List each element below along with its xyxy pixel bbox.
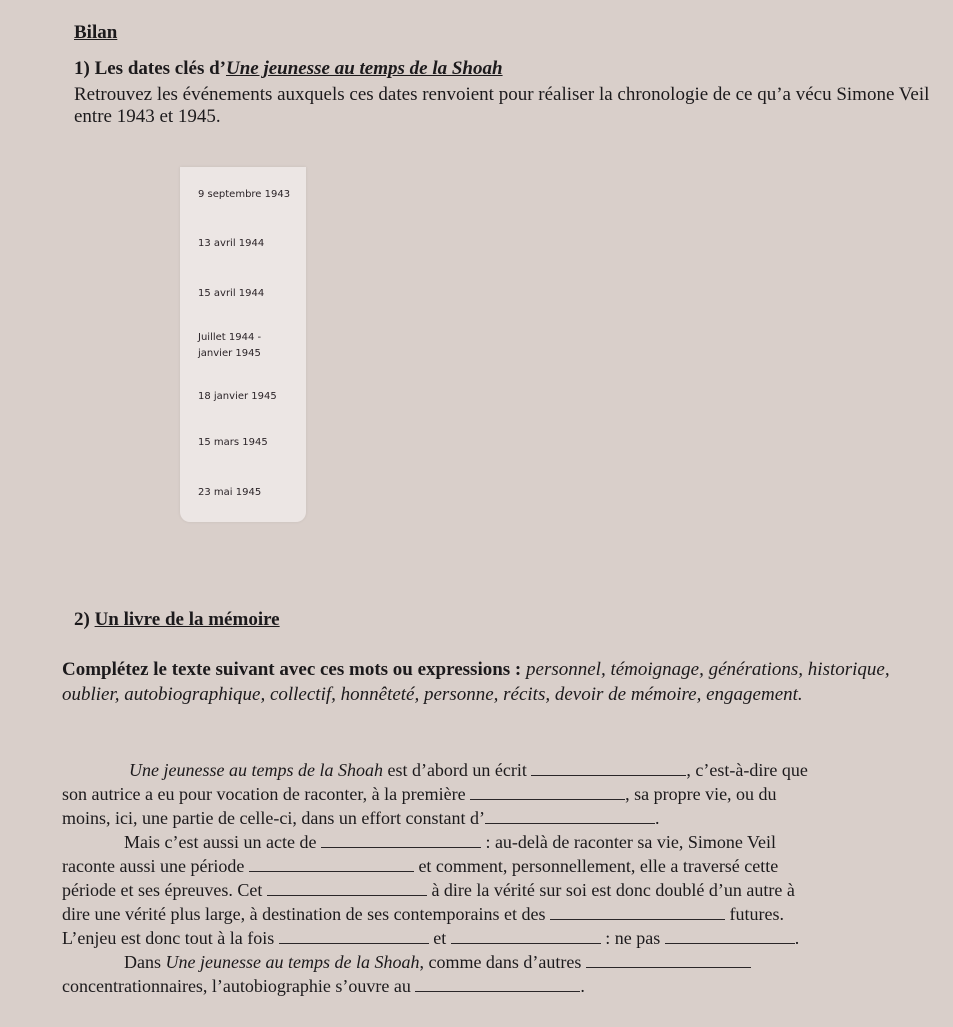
- book-title: Une jeunesse au temps de la Shoah: [225, 58, 503, 79]
- word-bank: personnel, témoignage, générations, historique, oublier, autobiographique, collectif, honnêteté, personne, récits, devoir de mémoire, engagement.: [62, 659, 890, 705]
- text: L’enjeu est donc tout à la fois: [62, 928, 279, 948]
- blank-field[interactable]: [550, 918, 725, 920]
- paragraph-line-8: [62, 928, 799, 949]
- timeline-date: Juillet 1944 - janvier 1945: [198, 332, 262, 359]
- question-2-number: 2): [74, 609, 95, 630]
- timeline-date: 15 avril 1944: [198, 288, 265, 299]
- blank-field[interactable]: [470, 798, 625, 800]
- paragraph-line-4: [124, 832, 776, 853]
- text: est d’abord un écrit: [382, 760, 532, 780]
- text: moins, ici, une partie de celle-ci, dans un effort constant d’: [62, 808, 486, 828]
- paragraph-line-5: [62, 856, 778, 877]
- text: et: [428, 928, 451, 948]
- text: .: [580, 976, 585, 996]
- timeline-date: 23 mai 1945: [198, 487, 262, 498]
- question-1-title: [74, 58, 503, 80]
- timeline-date: 13 avril 1944: [198, 238, 265, 249]
- blank-field[interactable]: [279, 942, 429, 944]
- question-1-instruction: Retrouvez les événements auxquels ces dates renvoient pour réaliser la chronologie de ce qu’a vécu Simone Veil entre 1943 et 1945.: [74, 84, 930, 127]
- text: à dire la vérité sur soi est donc doublé d’un autre à: [426, 880, 795, 900]
- text: futures.: [725, 904, 785, 924]
- text: et comment, personnellement, elle a traversé cette: [413, 856, 779, 876]
- blank-field[interactable]: [415, 990, 580, 992]
- question-1-number: 1) Les dates clés d’: [74, 58, 226, 79]
- question-2-title: [74, 609, 280, 631]
- instruction-lead: Complétez le texte suivant avec ces mots ou expressions :: [62, 659, 527, 680]
- question-2-instruction: [62, 657, 892, 707]
- paragraph-line-7: [62, 904, 784, 925]
- blank-field[interactable]: [531, 774, 686, 776]
- blank-field[interactable]: [249, 870, 414, 872]
- text: .: [794, 928, 800, 948]
- timeline-date: 9 septembre 1943: [198, 189, 291, 200]
- blank-field[interactable]: [586, 966, 751, 968]
- text: : ne pas: [600, 928, 665, 948]
- blank-field[interactable]: [267, 894, 427, 896]
- paragraph-line-10: [62, 976, 585, 997]
- paragraph-line-6: [62, 880, 795, 901]
- text: , comme dans d’autres: [419, 952, 586, 972]
- book-title-ref: Une jeunesse au temps de la Shoah: [129, 760, 383, 780]
- paragraph-line-3: [62, 808, 660, 829]
- section-title: Bilan: [74, 22, 118, 43]
- timeline-date: 18 janvier 1945: [198, 391, 277, 402]
- paragraph-line-9: [124, 952, 751, 973]
- blank-field[interactable]: [485, 822, 655, 824]
- text: Mais c’est aussi un acte de: [124, 832, 321, 852]
- text: , sa propre vie, ou du: [625, 784, 777, 804]
- text: son autrice a eu pour vocation de raconter, à la première: [62, 784, 471, 804]
- text: raconte aussi une période: [62, 856, 249, 876]
- text: période et ses épreuves. Cet: [62, 880, 267, 900]
- text: Dans: [124, 952, 166, 972]
- timeline-date: 15 mars 1945: [198, 437, 268, 448]
- timeline-card: [180, 167, 306, 522]
- paragraph-line-1: [129, 760, 808, 781]
- text: .: [655, 808, 660, 828]
- question-2-heading: Un livre de la mémoire: [94, 609, 280, 630]
- text: , c’est-à-dire que: [686, 760, 808, 780]
- paragraph-line-2: [62, 784, 777, 805]
- text: concentrationnaires, l’autobiographie s’ouvre au: [62, 976, 416, 996]
- blank-field[interactable]: [451, 942, 601, 944]
- blank-field[interactable]: [665, 942, 795, 944]
- book-title-ref: Une jeunesse au temps de la Shoah: [165, 952, 420, 972]
- text: : au-delà de raconter sa vie, Simone Veil: [480, 832, 777, 852]
- text: dire une vérité plus large, à destination de ses contemporains et des: [62, 904, 551, 924]
- blank-field[interactable]: [321, 846, 481, 848]
